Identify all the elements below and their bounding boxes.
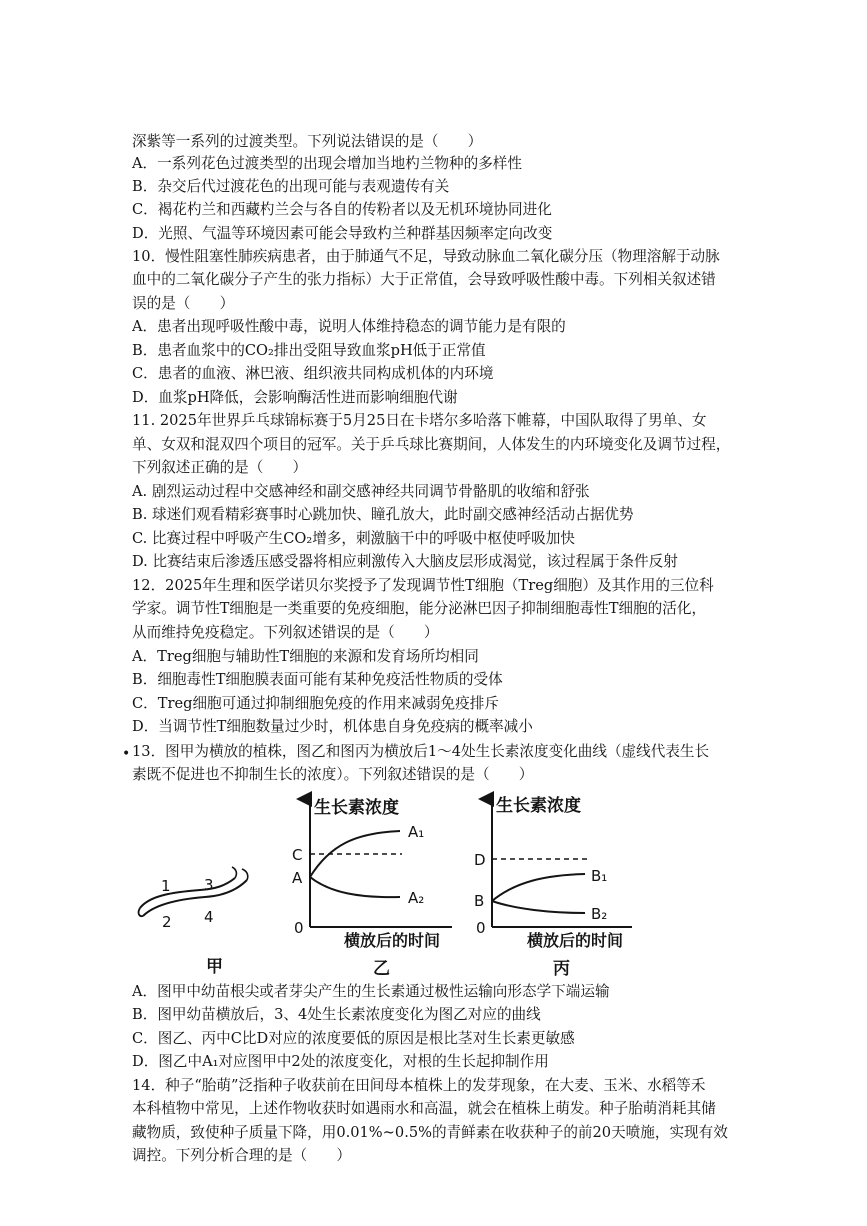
yi-curve-a2 <box>310 877 400 897</box>
yi-curve-label-a1: A₁ <box>408 823 425 841</box>
q13-option-d: D．图乙中A₁对应图甲中2处的浓度变化，对根的生长起抑制作用 <box>132 1053 549 1070</box>
bing-curve-label-b2: B₂ <box>591 905 608 923</box>
q12-option-a: A．Treg细胞与辅助性T细胞的来源和发育场所均相同 <box>132 648 479 665</box>
seedling-root-tip <box>139 908 143 916</box>
q14-stem-line-3: 藏物质，致使种子质量下降，用0.01%~0.5%的青鲜素在收获种子的前20天喷施，实现有效 <box>132 1124 728 1141</box>
q10-stem-line-1: 10．慢性阻塞性肺疾病患者，由于肺通气不足，导致动脉血二氧化碳分压（物理溶解于动脉 <box>132 248 720 265</box>
q10-stem-line-3: 误的是（ ） <box>132 295 235 312</box>
bing-curve-b2 <box>492 901 585 913</box>
q9-option-d: D．光照、气温等环境因素可能会导致杓兰种群基因频率定向改变 <box>132 225 553 242</box>
q11-option-b: B. 球迷们观看精彩赛事时心跳加快、瞳孔放大，此时副交感神经活动占据优势 <box>132 506 634 523</box>
q12-stem-line-1: 12．2025年生理和医学诺贝尔奖授予了发现调节性T细胞（Treg细胞）及其作用的三位科 <box>132 577 714 594</box>
q10-option-d: D．血浆pH降低，会影响酶活性进而影响细胞代谢 <box>132 389 458 406</box>
q13-option-b: B．图甲幼苗横放后，3、4处生长素浓度变化为图乙对应的曲线 <box>132 1006 541 1023</box>
q10-option-a: A．患者出现呼吸性酸中毒，说明人体维持稳态的调节能力是有限的 <box>132 318 566 335</box>
bing-xlabel: 横放后的时间 <box>527 931 624 950</box>
q12-option-b: B．细胞毒性T细胞膜表面可能有某种免疫活性物质的受体 <box>132 671 503 688</box>
q14-stem-line-4: 调控。下列分析合理的是（ ） <box>132 1147 351 1164</box>
figure-jia <box>139 867 248 977</box>
jia-label-3: 3 <box>204 876 214 894</box>
q11-stem-line-3: 下列叙述正确的是（ ） <box>132 459 308 476</box>
jia-caption: 甲 <box>206 957 223 977</box>
q9-option-b: B．杂交后代过渡花色的出现可能与表观遗传有关 <box>132 178 450 195</box>
q12-option-d: D．当调节性T细胞数量过少时，机体患自身免疫病的概率减小 <box>132 718 533 735</box>
bing-start-label: B <box>474 892 485 910</box>
q9-option-c: C．褐花杓兰和西藏杓兰会与各自的传粉者以及无机环境协同进化 <box>132 201 552 218</box>
bing-ylabel: 生长素浓度 <box>496 796 581 816</box>
q10-option-c: C．患者的血液、淋巴液、组织液共同构成机体的内环境 <box>132 365 494 382</box>
q13-option-c: C．图乙、丙中C比D对应的浓度要低的原因是根比茎对生长素更敏感 <box>132 1030 575 1047</box>
bing-dashed-label: D <box>474 851 486 869</box>
yi-curve-label-a2: A₂ <box>408 889 425 907</box>
bing-curve-b1 <box>492 874 585 901</box>
jia-label-1: 1 <box>161 877 171 895</box>
figure-yi <box>292 797 452 979</box>
seedling-upper-edge <box>140 878 235 908</box>
yi-caption: 乙 <box>373 959 390 979</box>
bing-caption: 丙 <box>553 959 570 979</box>
q9-stem: 深紫等一系列的过渡类型。下列说法错误的是（ ） <box>132 133 483 150</box>
jia-label-2: 2 <box>162 913 172 931</box>
yi-xlabel: 横放后的时间 <box>344 931 441 950</box>
q11-stem-line-2: 单、女双和混双四个项目的冠军。关于乒乓球比赛期间，人体发生的内环境变化及调节过程， <box>132 436 731 453</box>
q11-option-d: D. 比赛结束后渗透压感受器将相应刺激传入大脑皮层形成渴觉，该过程属于条件反射 <box>132 553 678 570</box>
seedling-lower-edge <box>143 880 247 916</box>
q10-option-b: B．患者血浆中的CO₂排出受阻导致血浆pH低于正常值 <box>132 342 486 359</box>
q12-stem-line-3: 从而维持免疫稳定。下列叙述错误的是（ ） <box>132 624 439 641</box>
margin-dot: • <box>122 746 131 762</box>
q14-stem-line-2: 本科植物中常见，上述作物收获时如遇雨水和高温，就会在植株上萌发。种子胎萌消耗其储 <box>132 1100 716 1117</box>
bing-curve-label-b1: B₁ <box>591 867 608 885</box>
q11-stem-line-1: 11. 2025年世界乒乓球锦标赛于5月25日在卡塔尔多哈落下帷幕，中国队取得了男单、女 <box>132 412 707 429</box>
q14-stem-line-1: 14．种子“胎萌”泛指种子收获前在田间母本植株上的发芽现象，在大麦、玉米、水稻等禾 <box>132 1077 706 1094</box>
q13-stem-line-2: 素既不促进也不抑制生长的浓度）。下列叙述错误的是（ ） <box>132 766 534 783</box>
yi-dashed-label: C <box>292 846 303 864</box>
yi-origin: 0 <box>294 919 304 937</box>
figure-bing <box>474 795 632 979</box>
yi-start-label: A <box>292 869 303 887</box>
bing-origin: 0 <box>476 919 486 937</box>
jia-label-4: 4 <box>204 908 214 926</box>
q13-figure <box>0 785 867 985</box>
q12-option-c: C．Treg细胞可通过抑制细胞免疫的作用来减弱免疫排斥 <box>132 695 499 712</box>
q12-stem-line-2: 学家。调节性T细胞是一类重要的免疫细胞，能分泌淋巴因子抑制细胞毒性T细胞的活化， <box>132 600 707 617</box>
q10-stem-line-2: 血中的二氧化碳分子产生的张力指标）大于正常值，会导致呼吸性酸中毒。下列相关叙述错 <box>132 271 716 288</box>
q13-stem-line-1: 13．图甲为横放的植株，图乙和图丙为横放后1～4处生长素浓度变化曲线（虚线代表生长 <box>132 743 710 760</box>
q13-option-a: A．图甲中幼苗根尖或者芽尖产生的生长素通过极性运输向形态学下端运输 <box>132 983 610 1000</box>
q11-option-a: A. 剧烈运动过程中交感神经和副交感神经共同调节骨骼肌的收缩和舒张 <box>132 483 590 500</box>
q9-option-a: A．一系列花色过渡类型的出现会增加当地杓兰物种的多样性 <box>132 155 522 172</box>
yi-ylabel: 生长素浓度 <box>314 798 399 818</box>
q11-option-c: C. 比赛过程中呼吸产生CO₂增多，刺激脑干中的呼吸中枢使呼吸加快 <box>132 530 575 547</box>
